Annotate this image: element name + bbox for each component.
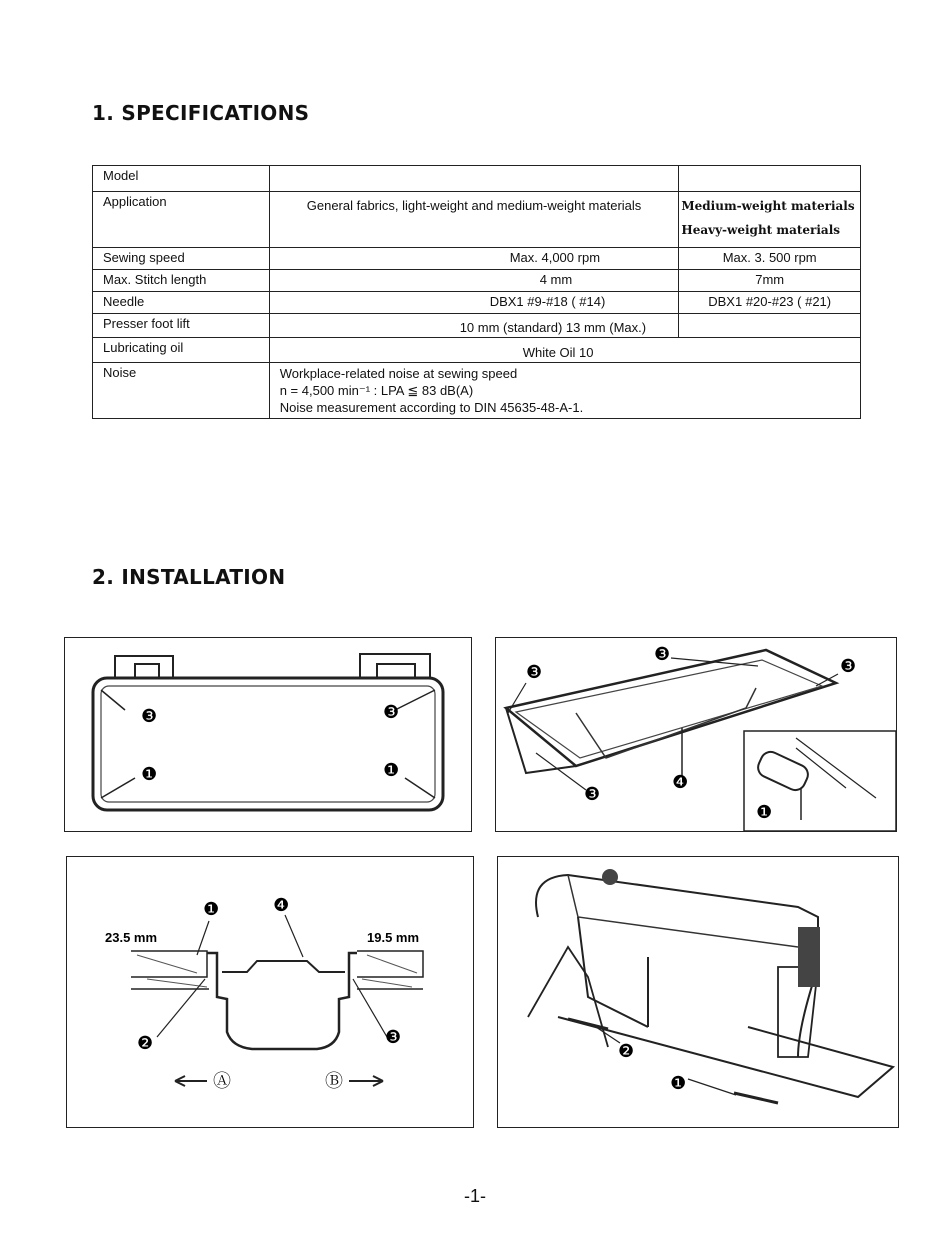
stitch-alt: 7mm xyxy=(679,270,861,292)
oil-label: Lubricating oil xyxy=(93,338,270,363)
noise-line-3: Noise measurement according to DIN 45635-48-A-1. xyxy=(279,400,584,415)
callout-3: ❸ xyxy=(840,656,857,677)
callout-1: ❶ xyxy=(756,802,773,823)
callout-1: ❶ xyxy=(203,899,220,920)
oil-pan-top-drawing xyxy=(65,638,471,831)
needle-label: Needle xyxy=(93,292,270,314)
application-alt-1: Medium-weight materials xyxy=(681,199,855,213)
application-alt-2: Heavy-weight materials xyxy=(681,223,841,237)
figure-oil-pan-perspective xyxy=(495,637,897,832)
callout-2: ❷ xyxy=(137,1033,154,1054)
callout-3: ❸ xyxy=(584,784,601,805)
table-row xyxy=(93,363,861,419)
application-main: General fabrics, light-weight and medium-weight materials xyxy=(269,192,679,248)
sewing-machine-drawing xyxy=(498,857,898,1127)
noise-line-1: Workplace-related noise at sewing speed xyxy=(279,366,518,381)
table-row xyxy=(93,338,861,363)
callout-1: ❶ xyxy=(141,764,158,785)
noise-label: Noise xyxy=(93,363,270,419)
table-row xyxy=(93,292,861,314)
table-row xyxy=(93,166,861,192)
cross-section-drawing xyxy=(67,857,473,1127)
table-row xyxy=(93,314,861,338)
page-number: -1- xyxy=(464,1186,486,1206)
table-row xyxy=(93,248,861,270)
speed-alt: Max. 3. 500 rpm xyxy=(679,248,861,270)
stitch-label: Max. Stitch length xyxy=(93,270,270,292)
figure-cross-section xyxy=(66,856,474,1128)
presser-main: 10 mm (standard) 13 mm (Max.) xyxy=(269,314,679,338)
application-label: Application xyxy=(93,192,270,248)
direction-b: Ⓑ xyxy=(325,1071,343,1092)
dimension-left: 23.5 mm xyxy=(105,930,158,945)
callout-3: ❸ xyxy=(654,644,671,665)
needle-main: DBX1 #9-#18 ( #14) xyxy=(269,292,679,314)
table-row xyxy=(93,192,861,248)
section-title-specifications: 1. SPECIFICATIONS xyxy=(92,101,310,125)
speed-label: Sewing speed xyxy=(93,248,270,270)
dimension-right: 19.5 mm xyxy=(367,930,420,945)
oil-main: White Oil 10 xyxy=(269,338,860,363)
model-label: Model xyxy=(93,166,270,192)
oil-pan-perspective-drawing xyxy=(496,638,896,831)
direction-a: Ⓐ xyxy=(213,1071,231,1092)
callout-3: ❸ xyxy=(385,1027,402,1048)
figure-oil-pan-top xyxy=(64,637,472,832)
stitch-main: 4 mm xyxy=(269,270,679,292)
callout-4: ❹ xyxy=(273,895,290,916)
specifications-table xyxy=(92,165,861,419)
presser-label: Presser foot lift xyxy=(93,314,270,338)
callout-3: ❸ xyxy=(141,706,158,727)
needle-alt: DBX1 #20-#23 ( #21) xyxy=(679,292,861,314)
callout-3: ❸ xyxy=(526,662,543,683)
callout-2: ❷ xyxy=(618,1041,635,1062)
noise-line-2: n = 4,500 min⁻¹ : LPA ≦ 83 dB(A) xyxy=(279,383,474,398)
callout-4: ❹ xyxy=(672,772,689,793)
callout-1: ❶ xyxy=(383,760,400,781)
section-title-installation: 2. INSTALLATION xyxy=(92,565,286,589)
callout-1: ❶ xyxy=(670,1073,687,1094)
table-row xyxy=(93,270,861,292)
speed-main: Max. 4,000 rpm xyxy=(269,248,679,270)
figure-sewing-machine xyxy=(497,856,899,1128)
callout-3: ❸ xyxy=(383,702,400,723)
